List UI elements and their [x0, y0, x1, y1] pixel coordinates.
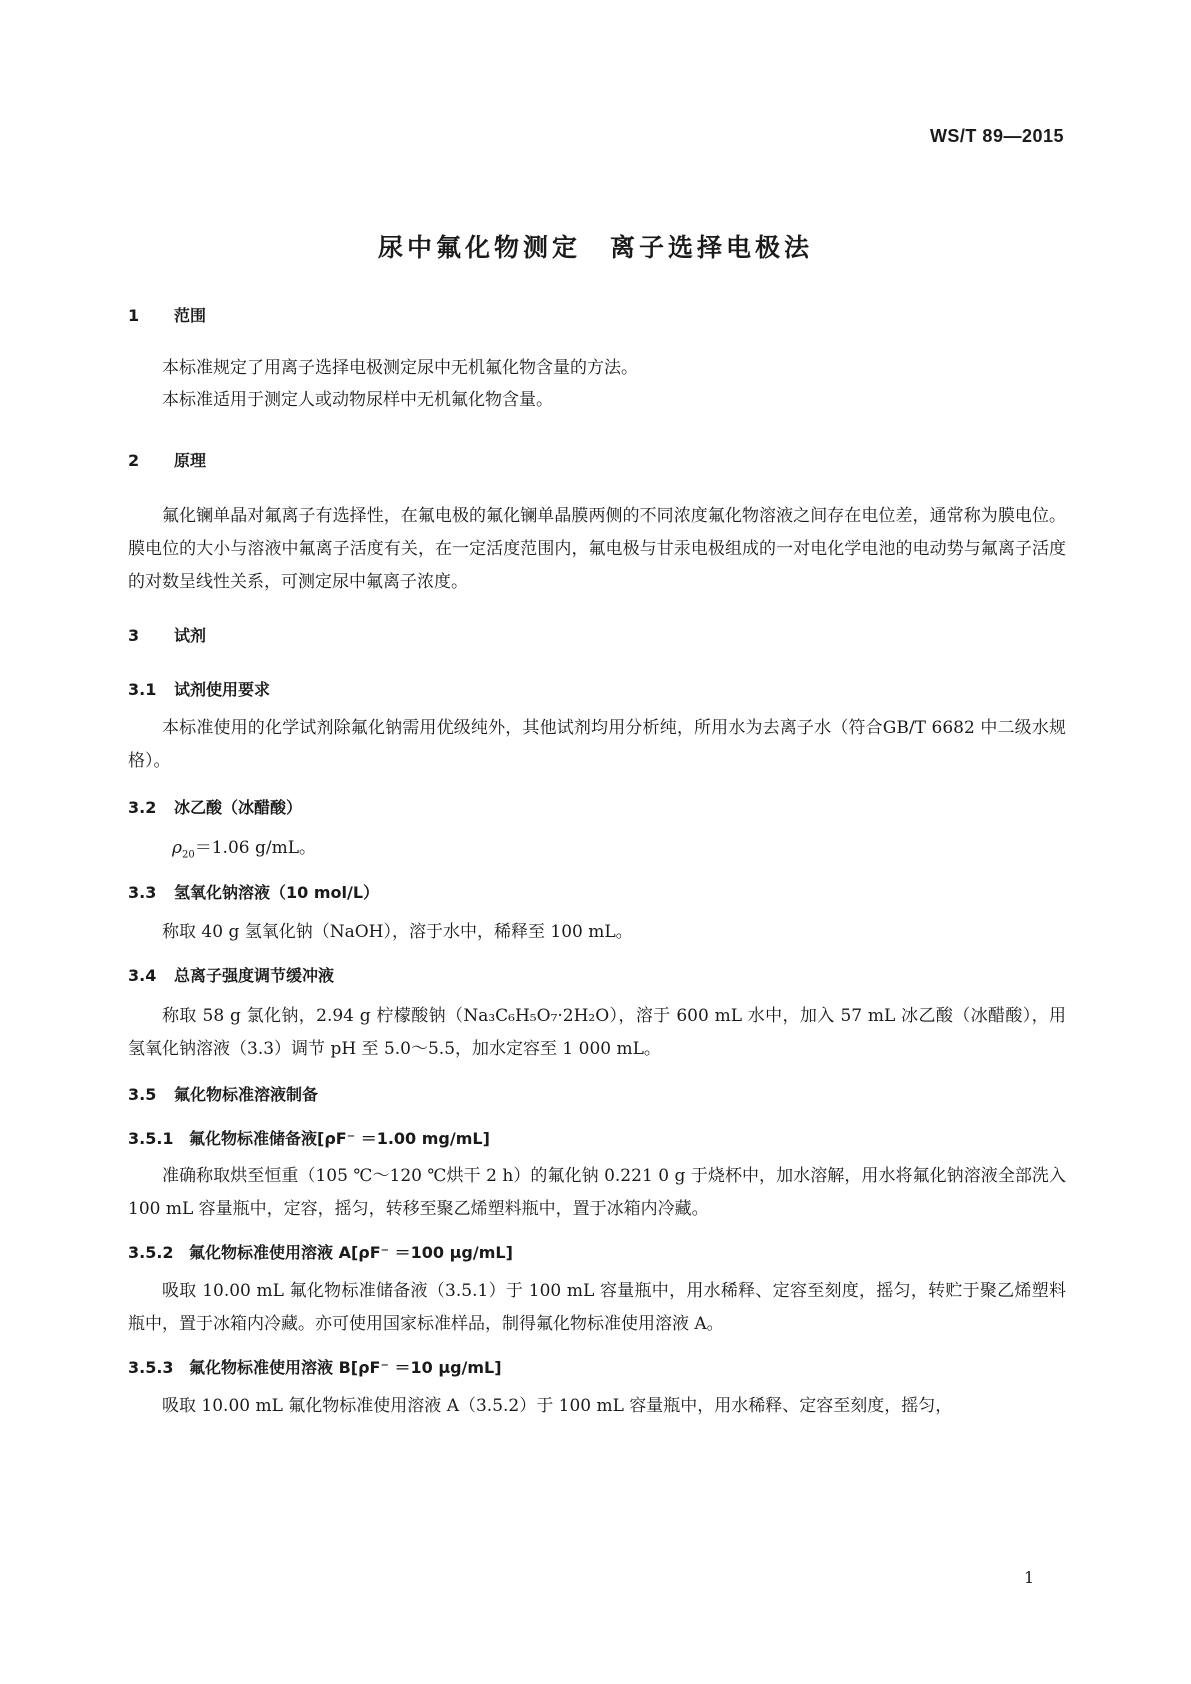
density-formula	[172, 833, 316, 860]
section-number: 3.2	[128, 798, 157, 817]
rho-subscript: 20	[182, 849, 195, 861]
section-title: 氟化物标准使用溶液 A[ρF⁻ ＝100 μg/mL]	[189, 1243, 513, 1262]
section-1-paragraph-1: 本标准规定了用离子选择电极测定尿中无机氟化物含量的方法。	[162, 358, 638, 378]
section-title: 原理	[174, 451, 207, 470]
section-title: 冰乙酸（冰醋酸）	[174, 798, 303, 817]
section-number: 2	[128, 451, 140, 470]
section-title: 氢氧化钠溶液（10 mol/L）	[174, 883, 380, 902]
section-number: 3.5.1	[128, 1129, 174, 1148]
section-1-heading	[128, 303, 206, 326]
rho-symbol: ρ	[172, 838, 182, 858]
section-3-heading	[128, 623, 206, 646]
section-3-5-2-heading	[128, 1240, 513, 1263]
section-number: 3.5.3	[128, 1358, 174, 1377]
section-3-3-heading	[128, 880, 379, 903]
section-3-5-1-paragraph: 准确称取烘至恒重（105 ℃～120 ℃烘干 2 h）的氟化钠 0.221 0 g 于烧杯中，加水溶解，用水将氟化钠溶液全部洗入 100 mL 容量瓶中，定容，摇匀，转移至聚乙烯塑料瓶中，置于冰箱内冷藏。	[128, 1166, 1066, 1219]
section-number: 3.4	[128, 966, 157, 985]
section-number: 3	[128, 626, 140, 645]
section-number: 3.5.2	[128, 1243, 174, 1262]
document-title: 尿中氟化物测定 离子选择电极法	[377, 233, 813, 262]
section-number: 1	[128, 306, 140, 325]
section-title: 试剂使用要求	[174, 680, 271, 699]
standard-code: WS/T 89—2015	[929, 126, 1064, 146]
section-title: 氟化物标准溶液制备	[174, 1085, 319, 1104]
section-3-2-heading	[128, 795, 302, 818]
section-number: 3.3	[128, 883, 157, 902]
section-3-1-heading	[128, 677, 270, 700]
section-number: 3.5	[128, 1085, 157, 1104]
section-2-heading	[128, 448, 206, 471]
page-number: 1	[1024, 1568, 1035, 1587]
section-3-5-2-paragraph: 吸取 10.00 mL 氟化物标准储备液（3.5.1）于 100 mL 容量瓶中，用水稀释、定容至刻度，摇匀，转贮于聚乙烯塑料瓶中，置于冰箱内冷藏。亦可使用国家标准样品，制得氟化物标准使用溶液 A。	[128, 1281, 1066, 1334]
section-title: 氟化物标准使用溶液 B[ρF⁻ ＝10 μg/mL]	[189, 1358, 502, 1377]
section-3-1-paragraph: 本标准使用的化学试剂除氟化钠需用优级纯外，其他试剂均用分析纯，所用水为去离子水（符合GB/T 6682 中二级水规格）。	[128, 718, 1066, 771]
section-number: 3.1	[128, 680, 157, 699]
section-title: 试剂	[174, 626, 207, 645]
section-3-5-3-heading	[128, 1355, 502, 1378]
section-3-5-heading	[128, 1082, 318, 1105]
section-2-paragraph-1: 氟化镧单晶对氟离子有选择性，在氟电极的氟化镧单晶膜两侧的不同浓度氟化物溶液之间存在电位差，通常称为膜电位。膜电位的大小与溶液中氟离子活度有关，在一定活度范围内，氟电极与甘汞电极组成的一对电化学电池的电动势与氟离子活度的对数呈线性关系，可测定尿中氟离子浓度。	[128, 506, 1066, 592]
section-1-paragraph-2: 本标准适用于测定人或动物尿样中无机氟化物含量。	[162, 390, 553, 410]
section-title: 范围	[174, 306, 207, 325]
section-title: 总离子强度调节缓冲液	[174, 966, 335, 985]
density-value: ＝1.06 g/mL。	[194, 838, 317, 858]
section-3-5-1-heading	[128, 1126, 490, 1149]
section-3-4-paragraph: 称取 58 g 氯化钠，2.94 g 柠檬酸钠（Na₃C₆H₅O₇·2H₂O），溶于 600 mL 水中，加入 57 mL 冰乙酸（冰醋酸），用氢氧化钠溶液（3.3）调节 pH 至 5.0～5.5，加水定容至 1 000 mL。	[128, 1006, 1066, 1059]
section-3-4-heading	[128, 963, 334, 986]
section-3-3-paragraph: 称取 40 g 氢氧化钠（NaOH），溶于水中，稀释至 100 mL。	[162, 922, 633, 942]
section-3-5-3-paragraph: 吸取 10.00 mL 氟化物标准使用溶液 A（3.5.2）于 100 mL 容量瓶中，用水稀释、定容至刻度，摇匀，	[162, 1396, 953, 1416]
section-title: 氟化物标准储备液[ρF⁻ ＝1.00 mg/mL]	[189, 1129, 490, 1148]
